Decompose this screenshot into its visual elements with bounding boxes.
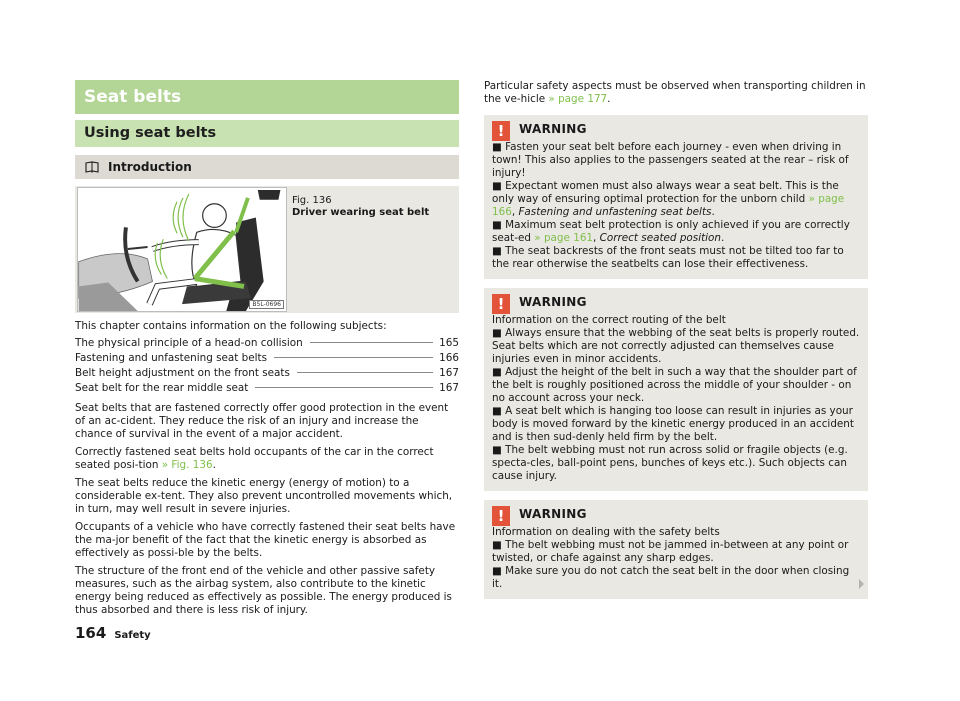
toc-entry[interactable]	[75, 337, 459, 352]
figure-link[interactable]: » Fig. 136	[161, 459, 213, 471]
warning-item: ■ Make sure you do not catch the seat belt in the door when closing it.	[492, 565, 850, 590]
warning-item: ■ A seat belt which is hanging too loose can result in injuries as your body is moved forward by the kinetic energy produced in an accident and is then sud-denly held firm by the belt.	[492, 405, 854, 443]
warning-item: ■ Fasten your seat belt before each journey - even when driving in town! This also applies to the passengers seated at the rear – risk of injury!	[492, 141, 849, 179]
warning-header	[492, 506, 861, 526]
toc-leader	[274, 357, 433, 358]
text-run: .	[721, 232, 725, 244]
warning-icon: !	[492, 294, 510, 314]
figure-panel	[75, 186, 459, 313]
toc-page: 166	[439, 352, 459, 364]
warning-title: WARNING	[519, 507, 587, 521]
warning-header	[492, 121, 861, 141]
warning-body	[492, 141, 861, 271]
section-reference: Fastening and unfastening seat belts	[518, 206, 712, 218]
toc-leader	[310, 342, 433, 343]
body-paragraph	[75, 446, 459, 472]
children-note	[484, 80, 868, 106]
subsection-title: Introduction	[108, 160, 192, 174]
figure-caption	[292, 195, 429, 219]
text-run: .	[212, 459, 216, 471]
section-heading: Using seat belts	[75, 120, 459, 147]
warning-item: ■ Adjust the height of the belt in such a way that the shoulder part of the belt is roughly positioned across the middle of your shoulder - on no account across your neck.	[492, 366, 857, 404]
chapter-toc	[75, 337, 459, 397]
figure-number: Fig. 136	[292, 195, 332, 206]
warning-header	[492, 294, 861, 314]
warning-item: ■ Always ensure that the webbing of the seat belts is properly routed. Seat belts which are not correctly adjusted can themselves cause injuries even in minor accidents.	[492, 327, 860, 365]
warning-item: ■ The seat backrests of the front seats must not be tilted too far to the rear otherwise the seatbelts can lose their effectiveness.	[492, 245, 844, 270]
left-column	[75, 80, 459, 617]
warning-box	[484, 500, 868, 599]
body-paragraph: Seat belts that are fastened correctly offer good protection in the event of an ac-cident. They reduce the risk of an injury and increase the chance of survival in the event of a major accident.	[75, 402, 449, 440]
toc-entry[interactable]	[75, 382, 459, 397]
page-link[interactable]: » page 177	[548, 93, 608, 105]
page-footer	[75, 624, 151, 642]
text-run: Particular safety aspects must be observed when transporting children in the ve-hicle	[484, 80, 866, 105]
driver-illustration	[77, 187, 287, 312]
body-paragraph: The seat belts reduce the kinetic energy (energy of motion) to a considerable ex-tent. They also prevent uncontrolled movements which, in turn, may well result in severe injuries.	[75, 477, 453, 515]
chapter-intro: This chapter contains information on the following subjects:	[75, 320, 387, 332]
footer-section: Safety	[114, 630, 151, 641]
continue-arrow-icon	[859, 579, 864, 589]
warning-box	[484, 288, 868, 491]
text-run: ■ Maximum seat belt protection is only achieved if you are correctly seat-ed	[492, 219, 850, 244]
toc-label: Fastening and unfastening seat belts	[75, 352, 268, 364]
warning-item: ■ The belt webbing must not run across solid or fragile objects (e.g. specta-cles, ball-point pens, bunches of keys etc.). Such objects can cause injury.	[492, 444, 848, 482]
figure-title: Driver wearing seat belt	[292, 207, 430, 218]
warning-box	[484, 115, 868, 279]
toc-page: 165	[439, 337, 459, 349]
warning-body	[492, 526, 861, 591]
warning-item	[492, 180, 861, 219]
figure-code: B5L-0696	[249, 300, 284, 309]
page-number: 164	[75, 624, 107, 642]
text-run: ,	[511, 206, 519, 218]
toc-page: 167	[439, 382, 459, 394]
toc-entry[interactable]	[75, 352, 459, 367]
toc-leader	[255, 387, 433, 388]
warning-item	[492, 219, 861, 245]
text-run: .	[607, 93, 611, 105]
toc-entry[interactable]	[75, 367, 459, 382]
subsection-heading	[75, 155, 459, 179]
warning-heading: Information on dealing with the safety belts	[492, 526, 720, 538]
text-run: ■ Expectant women must also always wear a seat belt. This is the only way of ensuring optimal protection for the unborn child	[492, 180, 839, 205]
body-paragraph: Occupants of a vehicle who have correctly fastened their seat belts have the ma-jor benefit of the fact that the kinetic energy is absorbed as effectively as possi-ble by the belts.	[75, 521, 456, 559]
toc-label: The physical principle of a head-on collision	[75, 337, 303, 349]
text-run: Correctly fastened seat belts hold occupants of the car in the correct seated posi-tion	[75, 446, 434, 471]
warning-icon: !	[492, 121, 510, 141]
text-run: ,	[593, 232, 600, 244]
warning-title: WARNING	[519, 122, 587, 136]
toc-label: Belt height adjustment on the front seats	[75, 367, 290, 379]
toc-leader	[297, 372, 433, 373]
warning-body	[492, 314, 861, 483]
body-paragraph: The structure of the front end of the vehicle and other passive safety measures, such as the airbag system, also contribute to the kinetic energy being reduced as effectively as possible. The energy produced is thus absorbed and there is less risk of injury.	[75, 565, 452, 616]
book-icon	[85, 161, 99, 173]
toc-page: 167	[439, 367, 459, 379]
text-run: .	[711, 206, 715, 218]
warning-icon: !	[492, 506, 510, 526]
warning-title: WARNING	[519, 295, 587, 309]
warning-heading: Information on the correct routing of the belt	[492, 314, 726, 326]
page-link[interactable]: » page 161	[534, 232, 594, 244]
warning-item: ■ The belt webbing must not be jammed in-between at any point or twisted, or chafe against any sharp edges.	[492, 539, 849, 564]
toc-label: Seat belt for the rear middle seat	[75, 382, 249, 394]
right-column	[484, 80, 868, 599]
driver-seatbelt-drawing	[78, 188, 286, 311]
chapter-heading: Seat belts	[75, 80, 459, 114]
page-link[interactable]: » page 166	[492, 193, 845, 218]
section-reference: Correct seated position	[599, 232, 721, 244]
